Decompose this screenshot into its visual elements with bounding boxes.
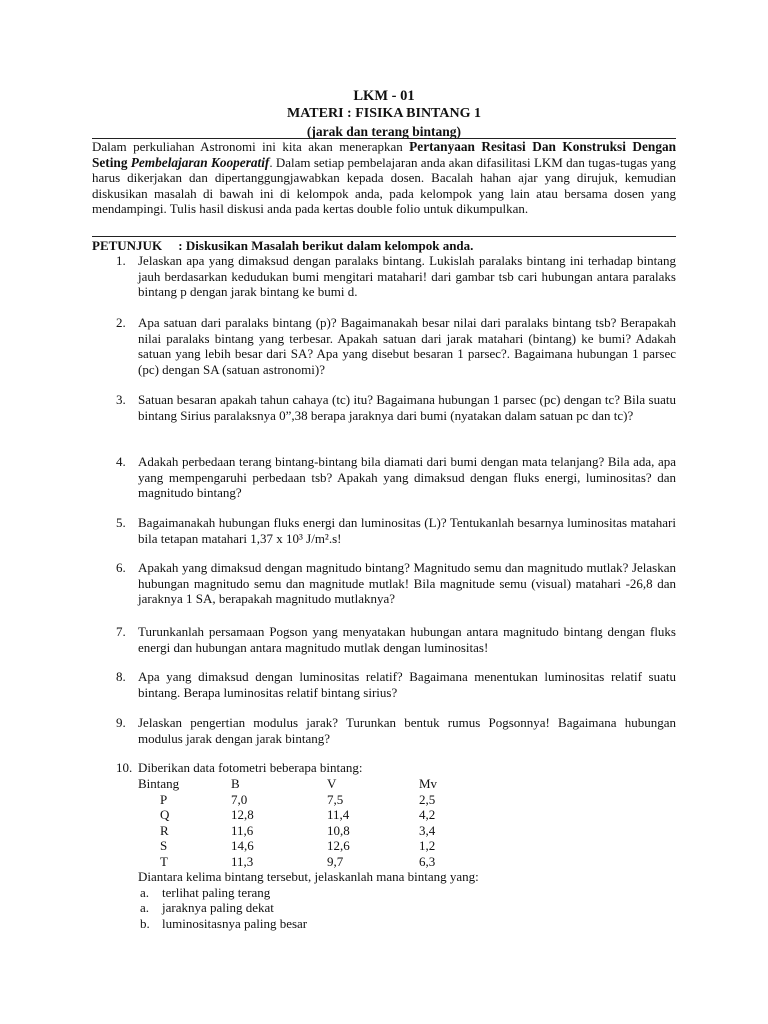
question-number: 1. <box>116 253 126 268</box>
table-cell: 11,4 <box>327 807 350 823</box>
question-text: Jelaskan pengertian modulus jarak? Turunkan bentuk rumus Pogsonnya! Bagaimana hubungan modulus jarak dengan jarak bintang? <box>138 715 676 746</box>
table-cell: 4,2 <box>419 807 436 823</box>
question-text: Turunkanlah persamaan Pogson yang menyatakan hubungan antara magnitudo bintang dengan fluks energi dan hubungan antara magnitudo mutlak dengan luminositas! <box>138 624 676 655</box>
question-number: 9. <box>116 715 126 730</box>
table-cell: 6,3 <box>419 853 436 869</box>
question-number: 3. <box>116 392 126 407</box>
question-number: 7. <box>116 624 126 639</box>
question-item <box>116 560 676 607</box>
table-cell: Q <box>160 807 170 823</box>
question-text: Adakah perbedaan terang bintang-bintang bila diamati dari bumi dengan mata telanjang? Bila ada, apa yang mempengaruhi perbedaan tsb? Apakah yang dimaksud dengan fluks energi, luminositas? dan magnitudo bintang? <box>138 454 676 501</box>
question-number: 10. <box>116 760 133 775</box>
column-header: V <box>327 776 337 791</box>
question-item <box>116 715 676 746</box>
list-marker: a. <box>140 885 150 900</box>
table-cell: T <box>160 853 168 869</box>
question-item <box>116 669 676 700</box>
intro-italic-emphasis: Pembelajaran Kooperatif <box>130 154 270 170</box>
question-number: 4. <box>116 454 126 469</box>
intro-text: Dalam perkuliahan Astronomi ini kita akan menerapkan <box>92 139 410 154</box>
worksheet-code: LKM - 01 <box>353 88 415 104</box>
question-item <box>116 315 676 377</box>
table-cell: 7,5 <box>327 791 344 807</box>
subject-subtitle: (jarak dan terang bintang) <box>306 124 462 139</box>
intro-text-continued: . Dalam setiap pembelajaran anda akan difasilitasi LKM dan tugas-tugas yang harus dikerjakan dan dipertanggungjawabkan kepada dosen. Bacalah hahan ajar yang dirujuk, kemudian diskusikan masalah di bawah ini di kelompok anda, pada kelompok yang lain atau bersama dosen yang mendampingi. Tulis hasil diskusi anda pada kertas double folio untuk dikumpulkan. <box>92 154 676 217</box>
list-item-text: terlihat paling terang <box>162 885 271 900</box>
intro-paragraph <box>92 139 676 217</box>
table-cell: 11,6 <box>231 822 254 838</box>
table-cell: 2,5 <box>419 791 436 807</box>
subject-title: MATERI : FISIKA BINTANG 1 <box>287 106 481 121</box>
list-marker: a. <box>140 900 150 915</box>
question-item <box>116 624 676 655</box>
table-cell: S <box>160 838 168 854</box>
table-cell: 12,8 <box>231 807 254 823</box>
question-text: Bagaimanakah hubungan fluks energi dan luminositas (L)? Tentukanlah besarnya luminositas matahari bila tetapan matahari 1,37 x 10³ J/m².s! <box>138 515 676 546</box>
table-cell: 10,8 <box>327 822 350 838</box>
intro-emphasis: Pertanyaan Resitasi Dan Konstruksi Dengan Seting <box>92 139 677 170</box>
table-cell: 1,2 <box>419 838 436 854</box>
question-item <box>116 760 676 776</box>
table-cell: 7,0 <box>231 791 248 807</box>
question-item <box>116 515 676 546</box>
question-item <box>116 392 676 423</box>
question-text: Jelaskan apa yang dimaksud dengan paralaks bintang. Lukislah paralaks bintang ini terhadap bintang jauh berdasarkan kedudukan bumi mengitari matahari! dari gambar tsb cari hubungan antara paralaks bintang p dengan jarak bintang ke bumi d. <box>138 253 676 300</box>
question-text: Apa satuan dari paralaks bintang (p)? Bagaimanakah besar nilai dari paralaks bintang tsb? Berapakah nilai paralaks bintang yang terbesar. Apakah satuan dari jarak matahari (bintang) ke bumi? Adakah satuan yang lebih besar dari SA? Apa yang disebut besaran 1 parsec?. Bagaimana hubungan 1 parsec (pc) dengan SA (satuan astronomi)? <box>138 315 676 377</box>
question-item <box>116 454 676 501</box>
table-cell: 12,6 <box>327 838 350 854</box>
list-marker: b. <box>140 916 150 931</box>
question-text: Diberikan data fotometri beberapa bintang: <box>138 760 363 775</box>
list-item-text: luminositasnya paling besar <box>162 916 308 931</box>
instruction-line: PETUNJUK : Diskusikan Masalah berikut dalam kelompok anda. <box>92 238 474 253</box>
question-number: 5. <box>116 515 126 530</box>
question-number: 2. <box>116 315 126 330</box>
table-cell: 9,7 <box>327 853 344 869</box>
column-header: Bintang <box>138 776 180 791</box>
table-cell: R <box>160 822 169 838</box>
followup-prompt: Diantara kelima bintang tersebut, jelaskanlah mana bintang yang: <box>138 869 479 884</box>
question-number: 6. <box>116 560 126 575</box>
column-header: Mv <box>419 776 438 791</box>
table-cell: 3,4 <box>419 822 436 838</box>
question-item <box>116 253 676 300</box>
question-text: Apa yang dimaksud dengan luminositas relatif? Bagaimana menentukan luminositas relatif suatu bintang. Berapa luminositas relatif bintang sirius? <box>138 669 676 700</box>
question-text: Apakah yang dimaksud dengan magnitudo bintang? Magnitudo semu dan magnitudo mutlak? Jelaskan hubungan magnitudo semu dan magnitude mutlak! Bila magnitude semu (visual) matahari -26,8 dan jaraknya 1 SA, berapakah magnitudo mutlaknya? <box>138 560 676 607</box>
table-cell: P <box>160 791 168 807</box>
list-item-text: jaraknya paling dekat <box>162 900 274 915</box>
table-cell: 14,6 <box>231 838 254 854</box>
table-cell: 11,3 <box>231 853 254 869</box>
divider <box>92 236 676 237</box>
document-header <box>92 87 676 141</box>
question-text: Satuan besaran apakah tahun cahaya (tc) itu? Bagaimana hubungan 1 parsec (pc) dengan tc? Bila suatu bintang Sirius paralaksnya 0”,38 berapa jaraknya dari bumi (nyatakan dalam satuan pc dan tc)? <box>138 392 676 423</box>
question-number: 8. <box>116 669 126 684</box>
column-header: B <box>231 776 240 791</box>
